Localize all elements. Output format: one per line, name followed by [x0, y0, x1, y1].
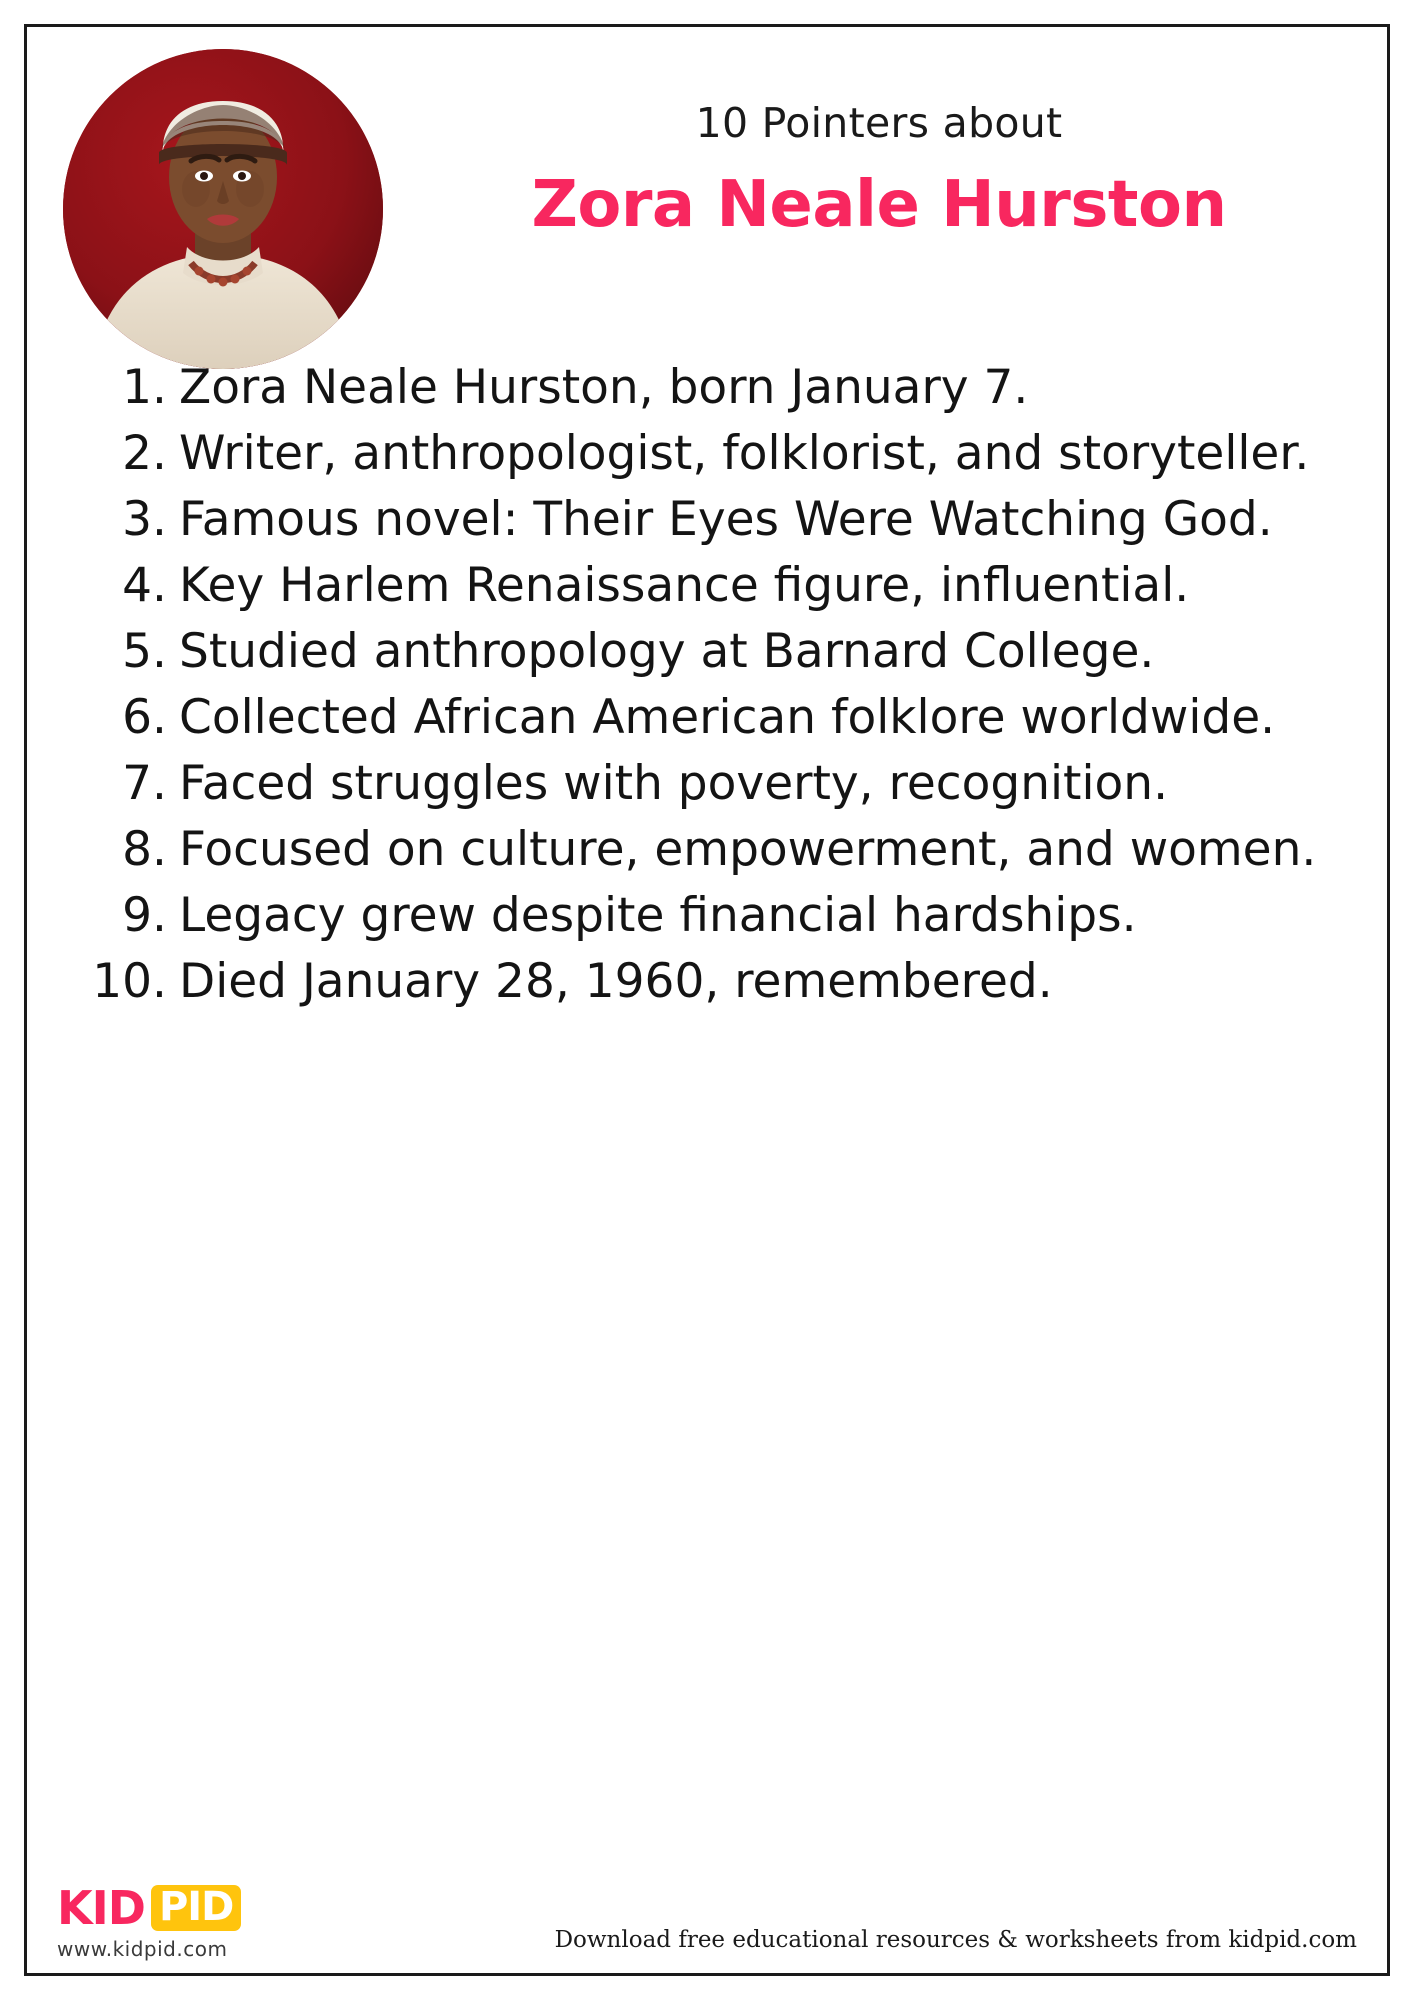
- list-item: [71, 555, 1343, 617]
- kidpid-logo[interactable]: [57, 1881, 241, 1961]
- footer-note: Download free educational resources & worksheets from kidpid.com: [554, 1927, 1357, 1953]
- list-item-number: 5.: [122, 624, 167, 680]
- header: [27, 27, 1387, 357]
- list-item-number: 6.: [122, 690, 167, 746]
- page-border-frame: [24, 24, 1390, 1976]
- list-item-number: 9.: [122, 888, 167, 944]
- list-item-number: 4.: [122, 558, 167, 614]
- page-title: Zora Neale Hurston: [531, 168, 1227, 243]
- list-item-number: 10.: [92, 954, 167, 1010]
- list-item: [71, 951, 1343, 1013]
- kidpid-logo-row: [57, 1881, 241, 1935]
- list-item-text: Studied anthropology at Barnard College.: [179, 624, 1155, 680]
- list-item-text: Zora Neale Hurston, born January 7.: [179, 360, 1029, 415]
- list-item-text: Collected African American folklore worldwide.: [179, 690, 1276, 746]
- list-item-number: 7.: [122, 756, 167, 812]
- portrait-image: [63, 49, 383, 369]
- brand-website-url[interactable]: www.kidpid.com: [57, 1937, 228, 1961]
- list-item-text: Famous novel: Their Eyes Were Watching God.: [179, 492, 1273, 548]
- page-kicker: 10 Pointers about: [695, 99, 1063, 147]
- list-item-text: Key Harlem Renaissance figure, influential.: [179, 558, 1190, 614]
- list-item-text: Focused on culture, empowerment, and women.: [179, 822, 1317, 878]
- portrait-illustration: [63, 49, 383, 369]
- list-item: [71, 621, 1343, 683]
- list-item-number: 1.: [122, 360, 167, 415]
- list-item: [71, 819, 1343, 881]
- list-item-text: Writer, anthropologist, folklorist, and storyteller.: [179, 426, 1310, 482]
- list-item: [71, 687, 1343, 749]
- list-item-text: Faced struggles with poverty, recognition.: [179, 756, 1169, 812]
- list-item: [71, 489, 1343, 551]
- list-item-number: 2.: [122, 426, 167, 482]
- pointers-list: [27, 357, 1387, 1013]
- brand-name-first: KID: [57, 1881, 145, 1935]
- list-item-text: Died January 28, 1960, remembered.: [179, 954, 1053, 1010]
- footer: [27, 1863, 1387, 1959]
- title-block: [407, 99, 1351, 243]
- brand-name-second: PID: [151, 1885, 241, 1931]
- list-item-number: 3.: [122, 492, 167, 548]
- list-item: [71, 423, 1343, 485]
- list-item: [71, 885, 1343, 947]
- list-item-text: Legacy grew despite financial hardships.: [179, 888, 1137, 944]
- list-item: [71, 357, 1343, 419]
- list-item: [71, 753, 1343, 815]
- list-item-number: 8.: [122, 822, 167, 878]
